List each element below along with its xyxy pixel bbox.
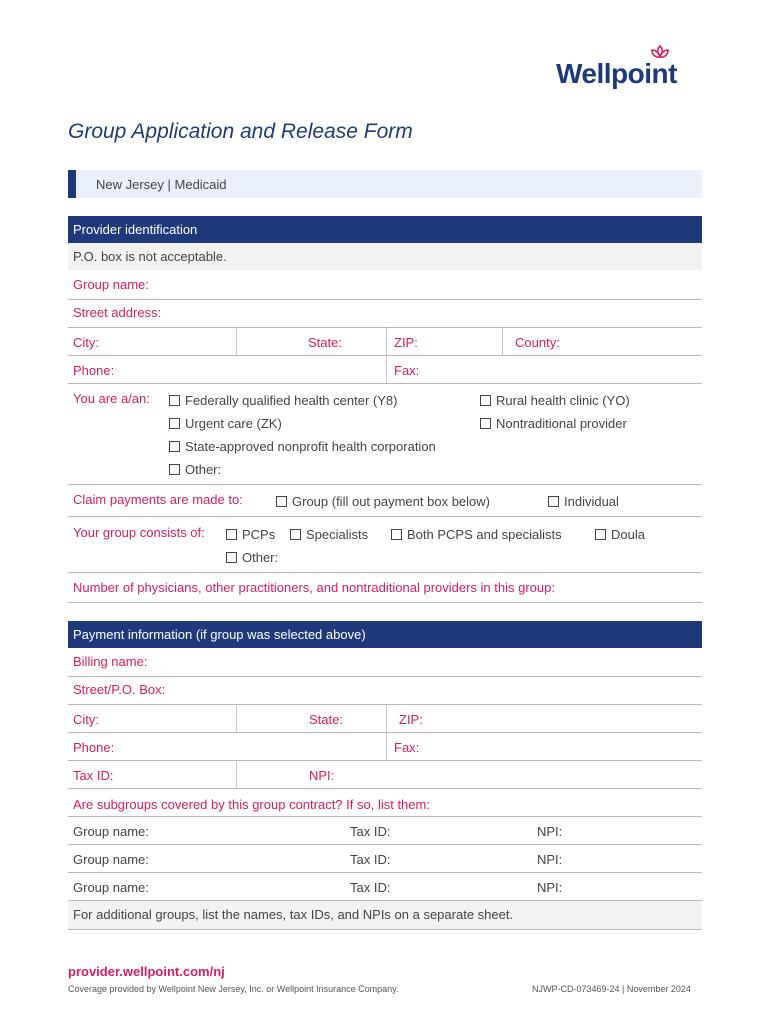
footer-url[interactable]: provider.wellpoint.com/nj: [68, 964, 225, 979]
payment-zip-field[interactable]: ZIP:: [399, 712, 423, 727]
subtitle-accent: [68, 170, 76, 198]
payment-city-field[interactable]: City:: [73, 712, 99, 727]
additional-groups-note: For additional groups, list the names, tax IDs, and NPIs on a separate sheet.: [68, 901, 702, 930]
type-other-checkbox[interactable]: Other:: [169, 462, 221, 477]
subgroup-npi-field[interactable]: NPI:: [537, 824, 563, 839]
fqhc-checkbox[interactable]: Federally qualified health center (Y8): [169, 393, 397, 408]
city-state-zip-row: [68, 327, 702, 356]
subgroup-tax-field[interactable]: Tax ID:: [350, 852, 391, 867]
page-title: Group Application and Release Form: [68, 120, 413, 143]
payment-phone-field[interactable]: Phone:: [73, 740, 115, 755]
group-consists-row: Your group consists of: PCPs Specialists Both PCPS and specialists Doula Other:: [68, 516, 702, 573]
city-field[interactable]: City:: [73, 335, 99, 350]
doula-checkbox[interactable]: Doula: [595, 527, 645, 542]
urgent-care-checkbox[interactable]: Urgent care (ZK): [169, 416, 282, 431]
npi-field[interactable]: NPI:: [309, 768, 335, 783]
subgroup-tax-field[interactable]: Tax ID:: [350, 824, 391, 839]
claim-group-checkbox[interactable]: Group (fill out payment box below): [276, 494, 490, 509]
subgroup-tax-field[interactable]: Tax ID:: [350, 880, 391, 895]
claim-payments-row: Claim payments are made to: Group (fill out payment box below) Individual: [68, 484, 702, 517]
billing-name-field[interactable]: Billing name:: [68, 648, 702, 677]
street-po-box-field[interactable]: Street/P.O. Box:: [68, 676, 702, 705]
county-field[interactable]: County:: [515, 335, 560, 350]
phone-field[interactable]: Phone:: [73, 363, 115, 378]
subgroup-name-field[interactable]: Group name:: [73, 852, 149, 867]
payment-state-field[interactable]: State:: [309, 712, 343, 727]
provider-type-row: You are a/an: Federally qualified health center (Y8) Rural health clinic (YO) Urgent care (ZK) Nontraditional provider State-approved nonprofit health corporation Other:: [68, 383, 702, 485]
subgroup-name-field[interactable]: Group name:: [73, 824, 149, 839]
phone-fax-row: [68, 355, 702, 384]
state-approved-checkbox[interactable]: State-approved nonprofit health corporation: [169, 439, 436, 454]
subgroups-question: Are subgroups covered by this group contract? If so, list them:: [68, 788, 702, 817]
consists-other-checkbox[interactable]: Other:: [226, 550, 278, 565]
subgroup-npi-field[interactable]: NPI:: [537, 880, 563, 895]
claim-individual-checkbox[interactable]: Individual: [548, 494, 619, 509]
po-box-note: P.O. box is not acceptable.: [68, 243, 702, 270]
state-field[interactable]: State:: [308, 335, 342, 350]
tax-id-field[interactable]: Tax ID:: [73, 768, 114, 783]
subtitle-text: New Jersey | Medicaid: [96, 177, 227, 192]
tax-npi-row: [68, 760, 702, 789]
wellpoint-logo: [556, 44, 701, 96]
subgroup-row: [68, 844, 702, 873]
nontraditional-checkbox[interactable]: Nontraditional provider: [480, 416, 627, 431]
payment-fax-field[interactable]: Fax:: [394, 740, 420, 755]
subtitle-bar: [68, 170, 702, 198]
practitioner-count-field[interactable]: Number of physicians, other practitioners, and nontraditional providers in this group:: [68, 572, 702, 603]
fax-field[interactable]: Fax:: [394, 363, 420, 378]
specialists-checkbox[interactable]: Specialists: [290, 527, 368, 542]
pcps-checkbox[interactable]: PCPs: [226, 527, 275, 542]
payment-information-header: Payment information (if group was selected above): [68, 621, 702, 648]
footer-coverage: Coverage provided by Wellpoint New Jersey, Inc. or Wellpoint Insurance Company.: [68, 984, 399, 994]
street-address-field[interactable]: Street address:: [68, 299, 702, 328]
footer-form-code: NJWP-CD-073469-24 | November 2024: [532, 984, 691, 994]
provider-identification-header: Provider identification: [68, 216, 702, 243]
subgroup-name-field[interactable]: Group name:: [73, 880, 149, 895]
group-name-field[interactable]: Group name:: [68, 271, 702, 300]
subgroup-row: [68, 872, 702, 901]
logo-wordmark: Wellpoint: [556, 58, 677, 89]
rural-clinic-checkbox[interactable]: Rural health clinic (YO): [480, 393, 630, 408]
subgroup-row: [68, 816, 702, 845]
subgroup-npi-field[interactable]: NPI:: [537, 852, 563, 867]
both-checkbox[interactable]: Both PCPS and specialists: [391, 527, 562, 542]
zip-field[interactable]: ZIP:: [394, 335, 418, 350]
payment-phone-row: [68, 732, 702, 761]
payment-city-row: [68, 704, 702, 733]
